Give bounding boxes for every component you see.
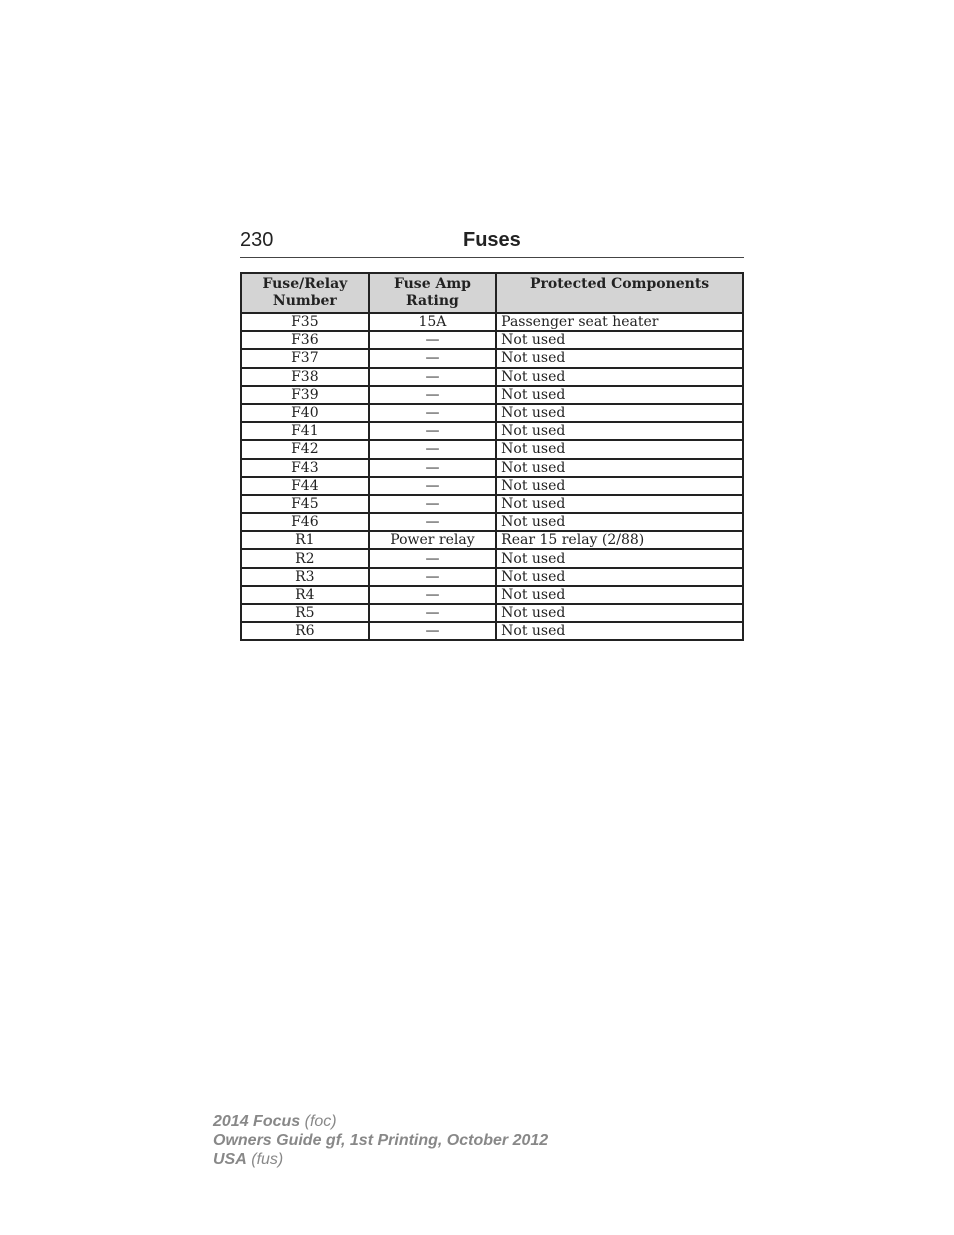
protected-component: Not used: [496, 459, 743, 477]
fuse-number: F42: [241, 440, 369, 458]
protected-component: Rear 15 relay (2/88): [496, 531, 743, 549]
fuse-number: F35: [241, 313, 369, 331]
protected-component: Not used: [496, 477, 743, 495]
fuse-number: F37: [241, 349, 369, 367]
fuse-number: F46: [241, 513, 369, 531]
table-row: [241, 586, 743, 604]
protected-component: Not used: [496, 386, 743, 404]
protected-component: Passenger seat heater: [496, 313, 743, 331]
column-header-number: Fuse/Relay Number: [241, 273, 369, 313]
table-row: [241, 622, 743, 640]
fuse-number: F44: [241, 477, 369, 495]
table-row: [241, 331, 743, 349]
amp-rating: —: [369, 568, 496, 586]
footer-line-printing: [213, 1131, 548, 1150]
table-row: [241, 495, 743, 513]
protected-component: Not used: [496, 440, 743, 458]
amp-rating: Power relay: [369, 531, 496, 549]
footer-market-code: (fus): [251, 1151, 284, 1168]
table-row: [241, 549, 743, 567]
fuse-number: F45: [241, 495, 369, 513]
fuse-number: R6: [241, 622, 369, 640]
fuse-number: F40: [241, 404, 369, 422]
amp-rating: 15A: [369, 313, 496, 331]
amp-rating: —: [369, 386, 496, 404]
table-row: [241, 459, 743, 477]
amp-rating: —: [369, 549, 496, 567]
fuse-number: R3: [241, 568, 369, 586]
section-title: Fuses: [463, 229, 521, 251]
footer-line-market: [213, 1150, 548, 1169]
protected-component: Not used: [496, 495, 743, 513]
amp-rating: —: [369, 422, 496, 440]
amp-rating: —: [369, 604, 496, 622]
table-row: [241, 568, 743, 586]
table-row: [241, 349, 743, 367]
protected-component: Not used: [496, 331, 743, 349]
table-row: [241, 422, 743, 440]
table-row: [241, 604, 743, 622]
table-row: [241, 531, 743, 549]
table-row: [241, 386, 743, 404]
fuse-table: [240, 272, 744, 641]
column-header-amp-rating: Fuse Amp Rating: [369, 273, 496, 313]
table-row: [241, 313, 743, 331]
protected-component: Not used: [496, 586, 743, 604]
amp-rating: —: [369, 368, 496, 386]
footer-model-code: (foc): [304, 1113, 337, 1130]
fuse-number: R4: [241, 586, 369, 604]
amp-rating: —: [369, 459, 496, 477]
document-footer: [213, 1112, 548, 1169]
page-header: [240, 229, 744, 258]
amp-rating: —: [369, 513, 496, 531]
footer-line-model: [213, 1112, 548, 1131]
amp-rating: —: [369, 349, 496, 367]
amp-rating: —: [369, 477, 496, 495]
footer-model: 2014 Focus: [213, 1113, 301, 1130]
protected-component: Not used: [496, 349, 743, 367]
fuse-number: F41: [241, 422, 369, 440]
fuse-number: F39: [241, 386, 369, 404]
table-row: [241, 368, 743, 386]
table-row: [241, 404, 743, 422]
amp-rating: —: [369, 331, 496, 349]
footer-printing: Owners Guide gf, 1st Printing, October 2012: [213, 1132, 549, 1149]
fuse-number: R5: [241, 604, 369, 622]
amp-rating: —: [369, 495, 496, 513]
page-number: 230: [240, 229, 274, 251]
column-header-protected-components: Protected Components: [496, 273, 743, 313]
amp-rating: —: [369, 622, 496, 640]
protected-component: Not used: [496, 622, 743, 640]
protected-component: Not used: [496, 604, 743, 622]
protected-component: Not used: [496, 549, 743, 567]
fuse-number: R2: [241, 549, 369, 567]
protected-component: Not used: [496, 404, 743, 422]
fuse-number: F38: [241, 368, 369, 386]
fuse-number: F43: [241, 459, 369, 477]
protected-component: Not used: [496, 422, 743, 440]
amp-rating: —: [369, 440, 496, 458]
protected-component: Not used: [496, 513, 743, 531]
table-row: [241, 477, 743, 495]
footer-market: USA: [213, 1151, 247, 1168]
amp-rating: —: [369, 404, 496, 422]
fuse-number: R1: [241, 531, 369, 549]
table-row: [241, 440, 743, 458]
amp-rating: —: [369, 586, 496, 604]
protected-component: Not used: [496, 568, 743, 586]
table-row: [241, 513, 743, 531]
table-header-row: [241, 273, 743, 313]
protected-component: Not used: [496, 368, 743, 386]
fuse-number: F36: [241, 331, 369, 349]
